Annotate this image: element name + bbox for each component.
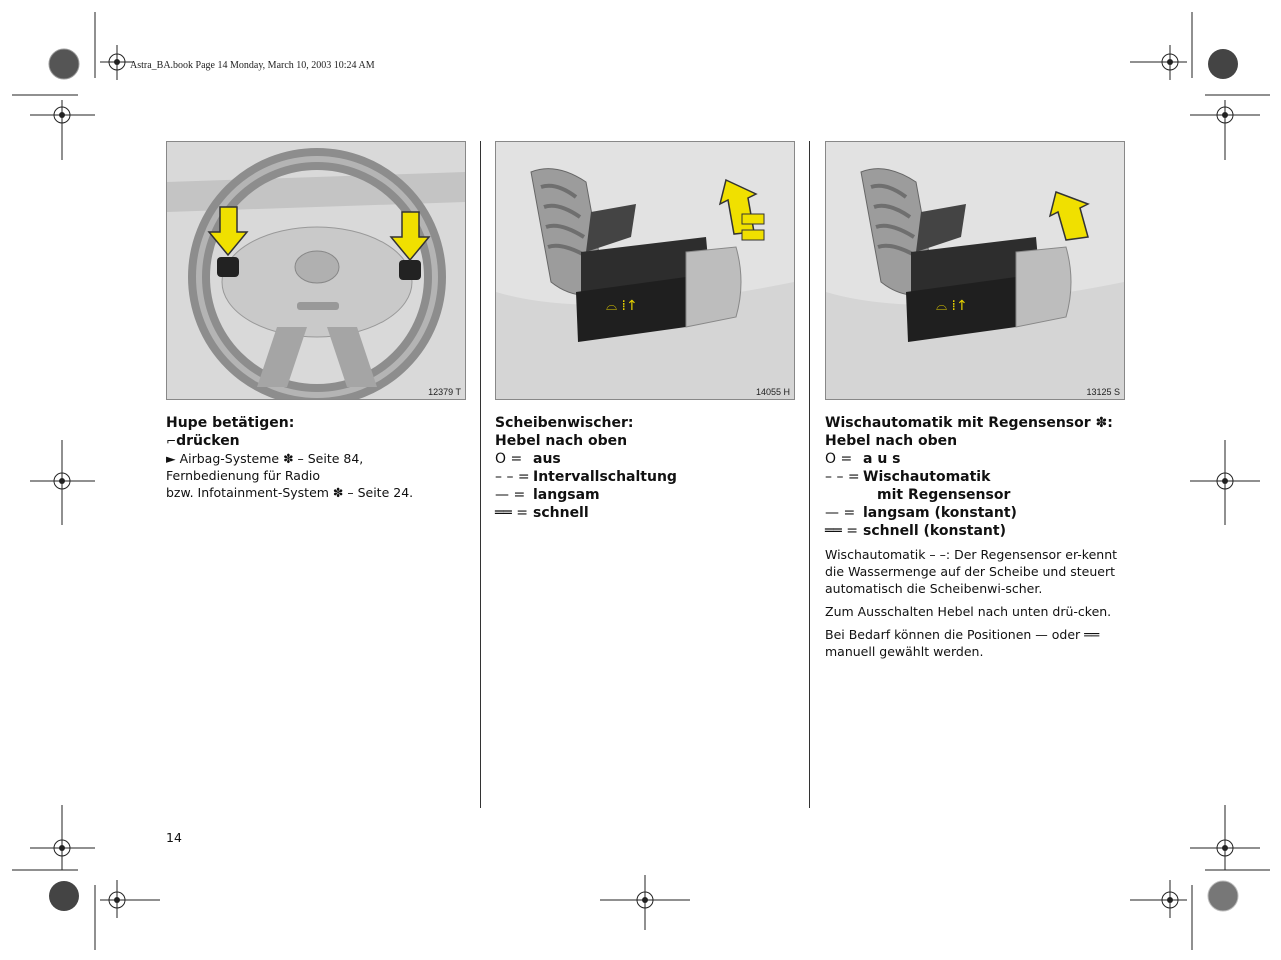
- figure-code: 13125 S: [1086, 387, 1120, 397]
- switch-off-instruction: Zum Ausschalten Hebel nach unten drü-cken.: [825, 604, 1112, 619]
- steering-wheel-figure: [166, 141, 466, 400]
- page-number: 14: [166, 830, 182, 845]
- horn-icon: ⌐: [166, 434, 177, 448]
- manual-selection-note: Bei Bedarf können die Positionen — oder ══ manuell gewählt werden.: [825, 627, 1100, 659]
- legend-row: – – = Wischautomatik: [825, 469, 991, 485]
- svg-text:⌓ ⁞↑: ⌓ ⁞↑: [936, 298, 968, 314]
- wiper-subtitle: Hebel nach oben: [495, 433, 628, 449]
- infotainment-reference: bzw. Infotainment-System ✽ – Seite 24.: [166, 485, 414, 500]
- legend-row: – – = Intervallschaltung: [495, 469, 677, 485]
- horn-instruction: ⌐drücken: [166, 433, 240, 449]
- rain-sensor-title: Wischautomatik mit Regensensor ✽:: [825, 415, 1113, 431]
- figure-code: 12379 T: [428, 387, 461, 397]
- legend-row: — = langsam: [495, 487, 600, 503]
- legend-row: ══ = schnell: [495, 505, 589, 521]
- column-divider: [809, 141, 810, 808]
- horn-title: Hupe betätigen:: [166, 415, 295, 431]
- book-info-header: Astra_BA.book Page 14 Monday, March 10, 2003 10:24 AM: [130, 60, 375, 71]
- svg-text:⌓ ⁞↑: ⌓ ⁞↑: [606, 298, 638, 314]
- figure-code: 14055 H: [755, 387, 790, 397]
- wiper-stalk-figure: [495, 141, 795, 400]
- rain-sensor-stalk-figure: [825, 141, 1125, 400]
- radio-reference: Fernbedienung für Radio: [166, 468, 320, 483]
- legend-row: — = langsam (konstant): [825, 505, 1017, 521]
- legend-row: O = aus: [495, 451, 561, 467]
- column-divider: [480, 141, 481, 808]
- rain-sensor-section: [825, 414, 1120, 660]
- wiper-title: Scheibenwischer:: [495, 415, 634, 431]
- rain-sensor-description: Wischautomatik – –: Der Regensensor er-kennt die Wassermenge auf der Scheibe und steuert automatisch die Scheibenwi-scher.: [825, 547, 1118, 596]
- horn-section: [166, 414, 466, 501]
- rain-sensor-subtitle: Hebel nach oben: [825, 433, 958, 449]
- wiper-section: [495, 414, 795, 522]
- legend-row: O = a u s: [825, 451, 901, 467]
- legend-row: ══ = schnell (konstant): [825, 523, 1006, 539]
- airbag-reference: ► Airbag-Systeme ✽ – Seite 84,: [166, 451, 364, 466]
- legend-row: mit Regensensor: [877, 487, 1011, 503]
